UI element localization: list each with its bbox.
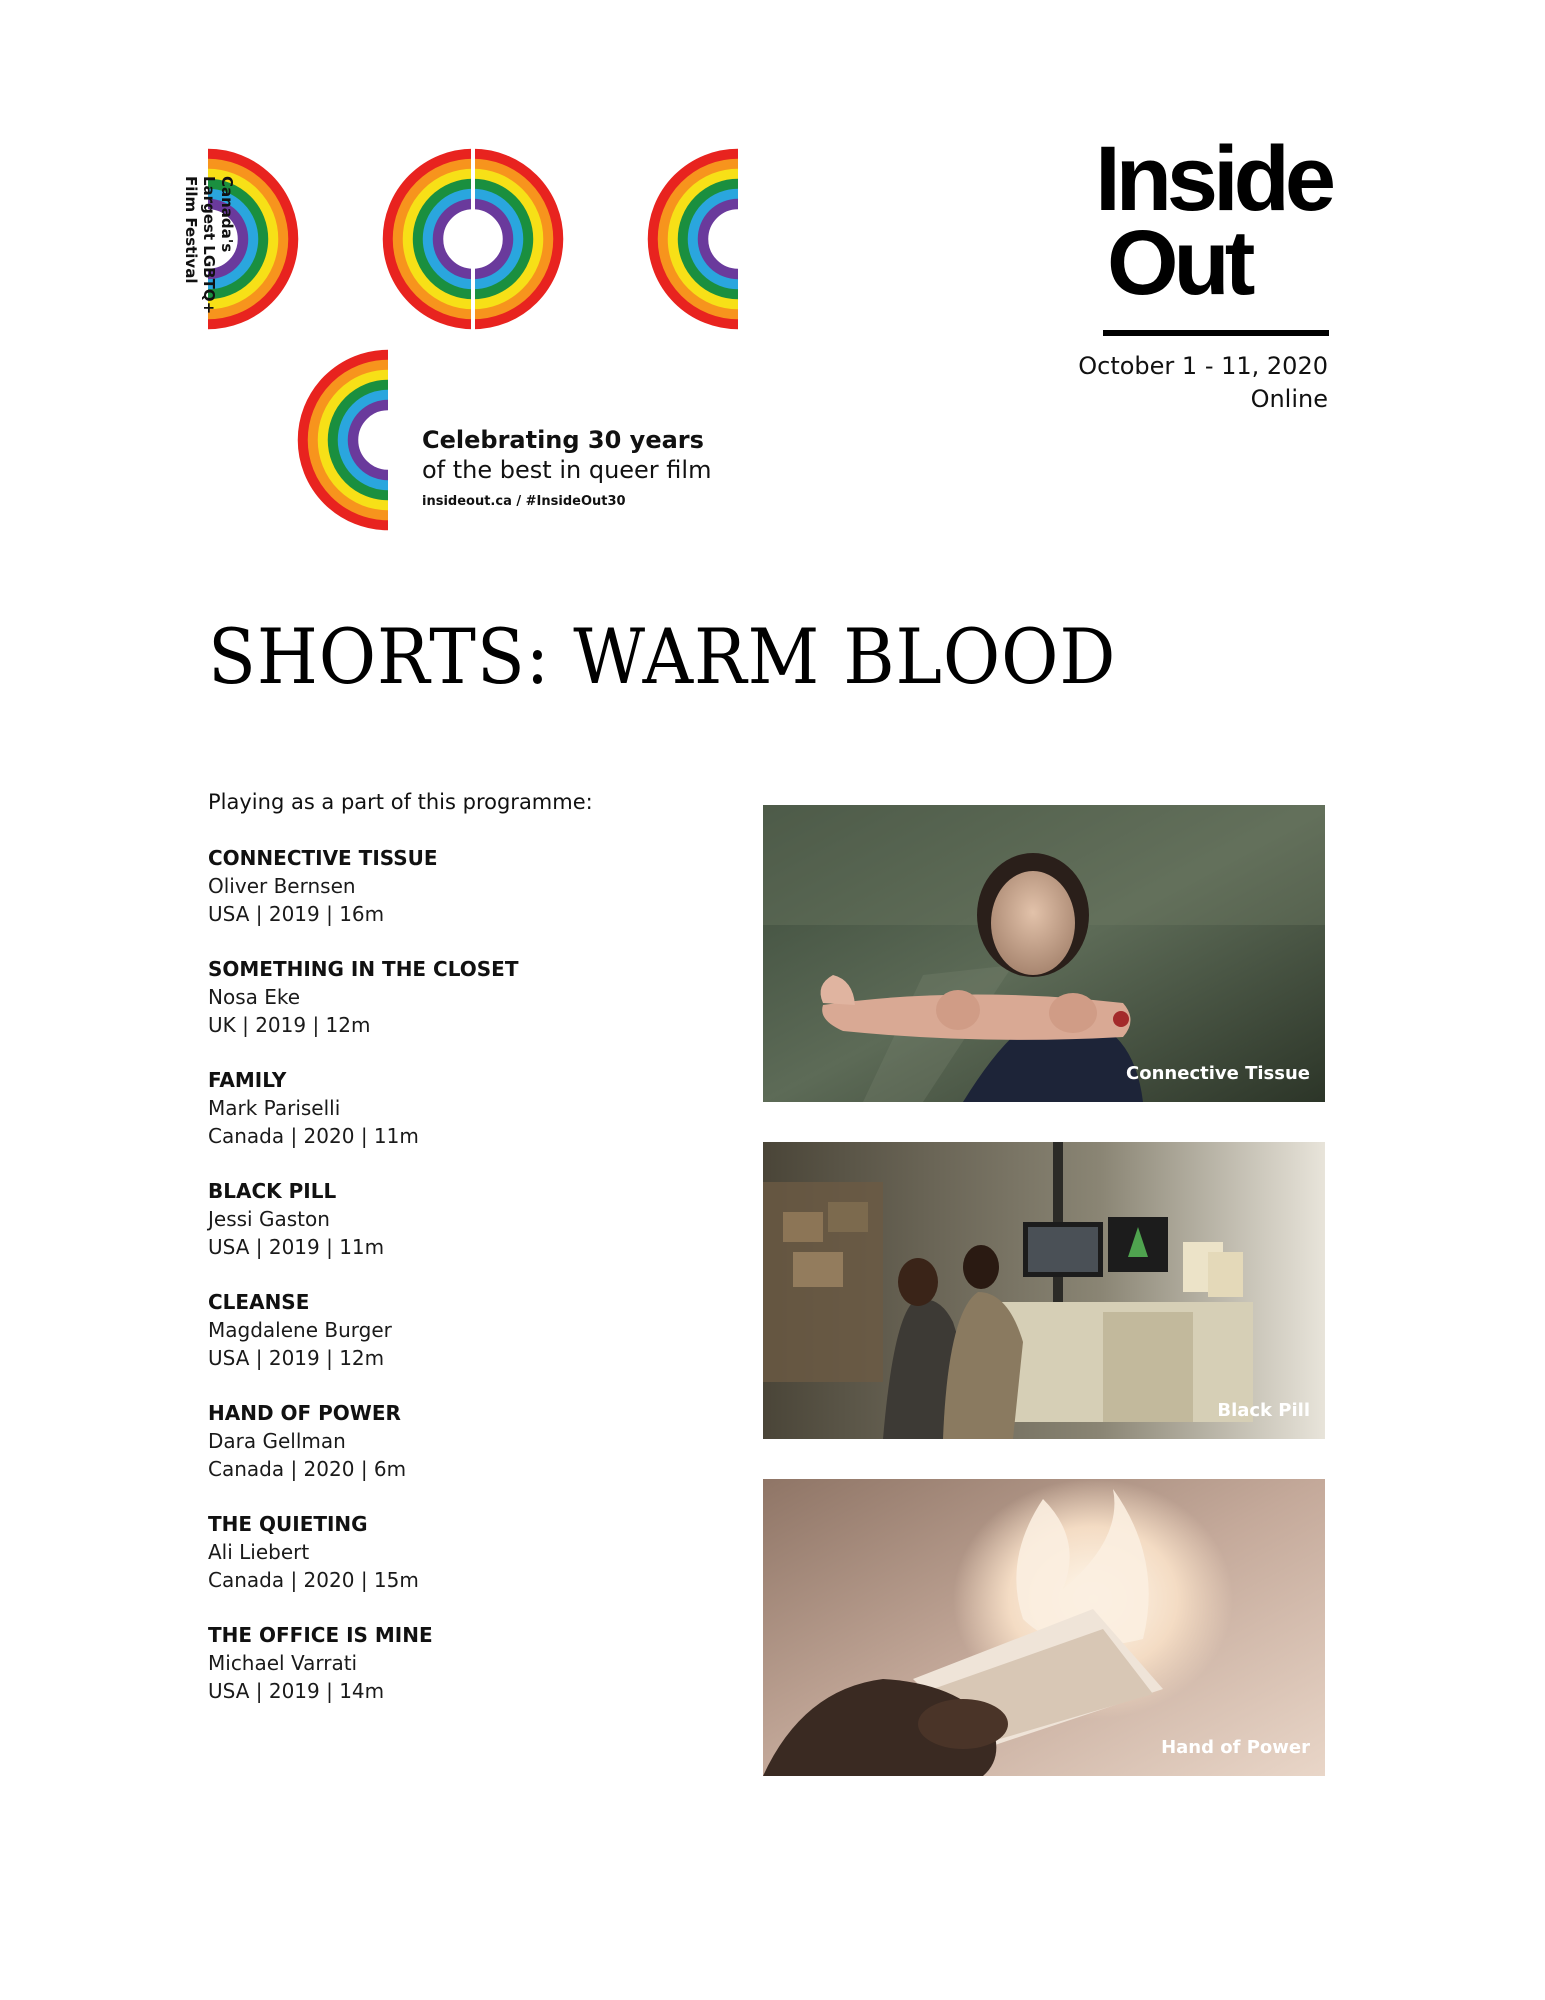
festival-tagline (106, 176, 236, 376)
film-title: CLEANSE (208, 1290, 310, 1314)
still-image (763, 1142, 1325, 1439)
still-connective-tissue (763, 805, 1325, 1102)
film-details: Canada | 2020 | 15m (208, 1568, 419, 1592)
celebrating-subheading: of the best in queer film (422, 456, 712, 484)
film-details: USA | 2019 | 12m (208, 1346, 385, 1370)
programme-intro: Playing as a part of this programme: (208, 790, 593, 814)
film-title: HAND OF POWER (208, 1401, 401, 1425)
logo-out: Out (1107, 212, 1251, 314)
still-hand-of-power (763, 1479, 1325, 1776)
still-black-pill (763, 1142, 1325, 1439)
film-item (208, 1177, 728, 1288)
film-item (208, 1399, 728, 1510)
film-details: Canada | 2020 | 6m (208, 1457, 407, 1481)
film-director: Magdalene Burger (208, 1318, 392, 1342)
still-caption: Connective Tissue (1126, 1063, 1310, 1084)
festival-venue: Online (1250, 385, 1328, 413)
film-details: USA | 2019 | 16m (208, 902, 385, 926)
festival-dates: October 1 - 11, 2020 (1078, 352, 1328, 380)
film-details: UK | 2019 | 12m (208, 1013, 371, 1037)
rainbow-band (703, 204, 738, 274)
film-details: USA | 2019 | 14m (208, 1679, 385, 1703)
logo-inside: Inside (1095, 128, 1331, 230)
film-director: Mark Pariselli (208, 1096, 341, 1120)
film-title: CONNECTIVE TISSUE (208, 846, 438, 870)
still-image (763, 1479, 1325, 1776)
film-title: THE QUIETING (208, 1512, 368, 1536)
rainbow-arc-group (653, 154, 738, 324)
film-item (208, 1510, 728, 1621)
tagline-line-2: Largest LGBTQ+ (200, 176, 218, 315)
festival-links: insideout.ca / #InsideOut30 (422, 494, 626, 509)
rainbow-band (473, 204, 508, 274)
film-details: Canada | 2020 | 11m (208, 1124, 419, 1148)
film-details: USA | 2019 | 11m (208, 1235, 385, 1259)
still-caption: Hand of Power (1161, 1737, 1310, 1758)
still-caption: Black Pill (1217, 1400, 1310, 1421)
page-title: SHORTS: WARM BLOOD (208, 612, 1117, 701)
film-item (208, 1621, 728, 1732)
tagline-line-1: Canada's (218, 176, 236, 253)
logo-divider (1103, 330, 1329, 336)
celebrating-heading: Celebrating 30 years (422, 426, 704, 454)
film-item (208, 955, 728, 1066)
emblem-divider (471, 145, 475, 335)
film-item (208, 1288, 728, 1399)
film-list (208, 844, 728, 1732)
film-title: THE OFFICE IS MINE (208, 1623, 433, 1647)
rainbow-band (438, 204, 473, 274)
film-director: Nosa Eke (208, 985, 301, 1009)
rainbow-band (353, 405, 388, 475)
film-title: SOMETHING IN THE CLOSET (208, 957, 519, 981)
film-title: FAMILY (208, 1068, 287, 1092)
film-title: BLACK PILL (208, 1179, 337, 1203)
film-director: Ali Liebert (208, 1540, 310, 1564)
film-item (208, 844, 728, 955)
film-director: Michael Varrati (208, 1651, 358, 1675)
tagline-line-3: Film Festival (182, 176, 200, 284)
still-image (763, 805, 1325, 1102)
rainbow-arc-group (303, 355, 388, 525)
rainbow-emblem (208, 145, 748, 545)
rainbow-arc-group (473, 154, 558, 324)
film-director: Dara Gellman (208, 1429, 346, 1453)
film-director: Oliver Bernsen (208, 874, 356, 898)
film-director: Jessi Gaston (208, 1207, 330, 1231)
film-item (208, 1066, 728, 1177)
rainbow-arc-group (388, 154, 473, 324)
